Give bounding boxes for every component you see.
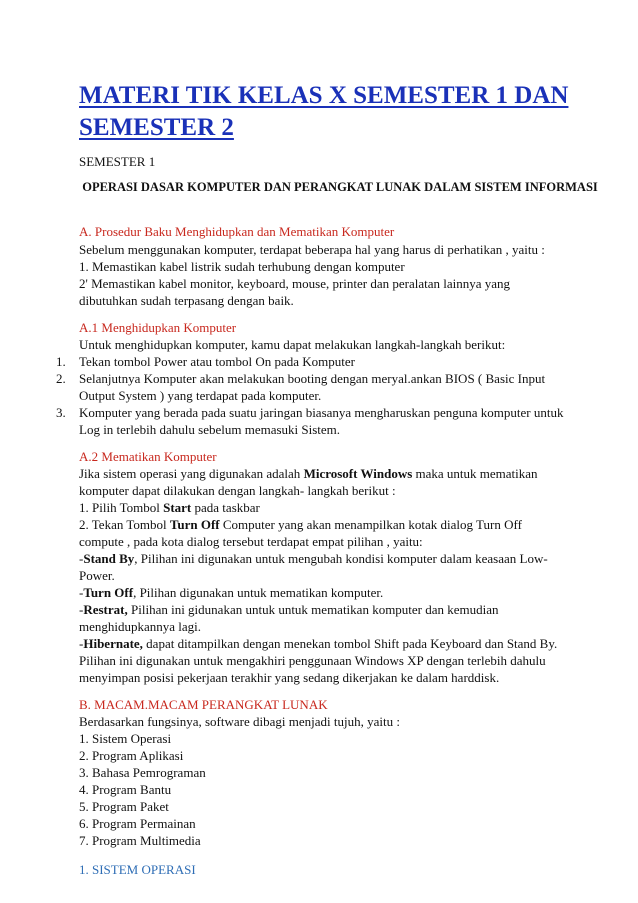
section-a2-heading: A.2 Mematikan Komputer [79, 449, 217, 464]
section-a-line: dibutuhkan sudah terpasang dengan baik. [79, 293, 294, 308]
section-a2-line: -Turn Off, Pilihan digunakan untuk mematikan komputer. [79, 585, 384, 600]
list-item: Komputer yang berada pada suatu jaringan biasanya mengharuskan penguna komputer untuk [79, 405, 564, 420]
list-item-continued: Log in terlebih dahulu sebelum memasuki Sistem. [79, 422, 341, 437]
section-a1-intro: Untuk menghidupkan komputer, kamu dapat melakukan langkah-langkah berikut: [79, 337, 506, 352]
section-a2-line: 1. Pilih Tombol Start pada taskbar [79, 500, 260, 515]
section-1-heading: 1. SISTEM OPERASI [79, 862, 196, 877]
list-item: 5. Program Paket [79, 799, 169, 814]
list-number: 3. [56, 405, 66, 420]
list-number: 1. [56, 354, 66, 369]
list-item: 4. Program Bantu [79, 782, 172, 797]
section-a2-line: 2. Tekan Tombol Turn Off Computer yang akan menampilkan kotak dialog Turn Off [79, 517, 522, 532]
section-a-line: 1. Memastikan kabel listrik sudah terhubung dengan komputer [79, 259, 405, 274]
section-a2-line: menyimpan posisi pekerjaan terakhir yang sedang dikerjakan ke dalam harddisk. [79, 670, 500, 685]
list-item: 3. Bahasa Pemrograman [79, 765, 206, 780]
list-item: Selanjutnya Komputer akan melakukan booting dengan meryal.ankan BIOS ( Basic Input [79, 371, 546, 386]
list-item: 1. Sistem Operasi [79, 731, 172, 746]
list-item: Tekan tombol Power atau tombol On pada Komputer [79, 354, 356, 369]
section-a2-line: Pilihan ini digunakan untuk mengakhiri penggunaan Windows XP dengan terlebih dahulu [79, 653, 546, 668]
section-a2-line: komputer dapat dilakukan dengan langkah- langkah berikut : [79, 483, 396, 498]
section-a-line: Sebelum menggunakan komputer, terdapat beberapa hal yang harus di perhatikan , yaitu : [79, 242, 545, 257]
section-a2-line: Jika sistem operasi yang digunakan adalah Microsoft Windows maka untuk mematikan [79, 466, 538, 481]
section-a-heading: A. Prosedur Baku Menghidupkan dan Mematikan Komputer [79, 224, 395, 239]
section-a2-line: compute , pada kota dialog tersebut terdapat empat pilihan , yaitu: [79, 534, 423, 549]
section-a2-line: -Hibernate, dapat ditampilkan dengan menekan tombol Shift pada Keyboard dan Stand By. [79, 636, 558, 651]
list-item: 7. Program Multimedia [79, 833, 201, 848]
main-heading: OPERASI DASAR KOMPUTER DAN PERANGKAT LUNAK DALAM SISTEM INFORMASI [82, 180, 598, 194]
section-a1-heading: A.1 Menghidupkan Komputer [79, 320, 237, 335]
section-b-heading: B. MACAM.MACAM PERANGKAT LUNAK [79, 697, 328, 712]
list-item: 2. Program Aplikasi [79, 748, 184, 763]
section-a2-line: -Stand By, Pilihan ini digunakan untuk mengubah kondisi komputer dalam keasaan Low- [79, 551, 548, 566]
section-a2-line: -Restrat, Pilihan ini gidunakan untuk untuk mematikan komputer dan kemudian [79, 602, 499, 617]
section-a2-line: Power. [79, 568, 115, 583]
list-item: 6. Program Permainan [79, 816, 196, 831]
document-title: MATERI TIK KELAS X SEMESTER 1 DAN SEMESTER 2 [79, 82, 569, 141]
list-item-continued: Output System ) yang terdapat pada komputer. [79, 388, 322, 403]
section-b-intro: Berdasarkan fungsinya, software dibagi menjadi tujuh, yaitu : [79, 714, 400, 729]
semester-label: SEMESTER 1 [79, 154, 156, 169]
section-a2-line: menghidupkannya lagi. [79, 619, 202, 634]
section-a-line: 2' Memastikan kabel monitor, keyboard, mouse, printer dan peralatan lainnya yang [79, 276, 511, 291]
list-number: 2. [56, 371, 66, 386]
